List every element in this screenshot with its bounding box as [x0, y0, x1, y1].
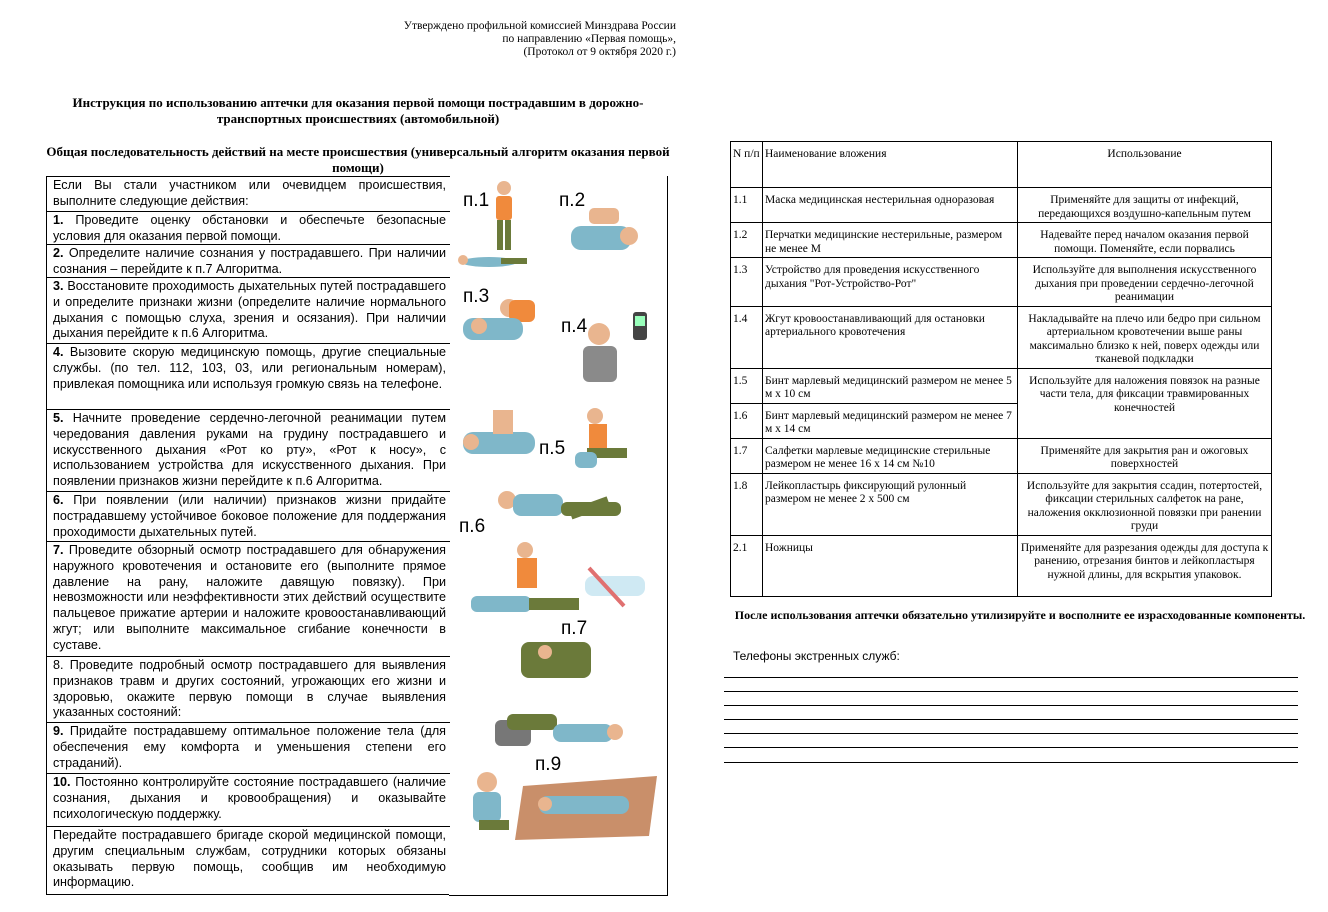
label-p5: п.5	[539, 438, 566, 459]
table-row: 1.4 Жгут кровоостанавливающий для остановки артериального кровотечения Накладывайте на плечо или бедро при сильном артериальном кровотечении выше раны максимально близко к ней, поверх одежды или тканевой подкладки	[731, 306, 1272, 368]
table-header-row	[731, 142, 1272, 188]
illustration-p10	[473, 772, 657, 840]
first-aid-illustrations	[449, 176, 667, 895]
approval-line-3: (Протокол от 9 октября 2020 г.)	[523, 46, 676, 58]
label-p9: п.9	[535, 754, 562, 775]
step-2: 2. Определите наличие сознания у пострадавшего. При наличии сознания – перейдите к п.7 Алгоритма.	[47, 245, 450, 278]
emergency-phones-label: Телефоны экстренных служб:	[733, 649, 900, 663]
document-title: Инструкция по использованию аптечки для оказания первой помощи пострадавшим в дорожно-транспортных происшествиях (автомобильной)	[72, 95, 644, 126]
step-5: 5. Начните проведение сердечно-легочной реанимации путем чередования давления руками на грудину пострадавшего и искусственного дыхания «Рот ко рту», «Рот к носу», с использованием устройства для искусственного дыхания. При появлении признаков жизни перейдите к п.6 Алгоритма.	[47, 410, 450, 492]
phone-line[interactable]	[724, 762, 1298, 763]
illustration-p2	[571, 208, 638, 250]
label-p1: п.1	[463, 190, 490, 211]
step-4: 4. Вызовите скорую медицинскую помощь, другие специальные службы. (по тел. 112, 103, 03, или региональным номерам), привлекая помощника или используя громкую связь на телефоне.	[47, 344, 450, 410]
step-3: 3. Восстановите проходимость дыхательных путей пострадавшего и определите признаки жизни (определите наличие нормального дыхания с помощью слуха, зрения и осязания). При наличии дыхания перейдите к п.6 Алгоритма.	[47, 278, 450, 344]
table-row: 1.8 Лейкопластырь фиксирующий рулонный размером не менее 2 х 500 см Используйте для закрытия ссадин, потертостей, фиксации стерильных салфеток на ране, наложения окклюзионной повязки при ранении груди	[731, 473, 1272, 535]
label-p6: п.6	[459, 516, 486, 537]
algorithm-steps	[46, 176, 450, 894]
label-p3: п.3	[463, 286, 490, 307]
phone-line[interactable]	[724, 733, 1298, 734]
label-p4: п.4	[561, 316, 588, 337]
label-p2: п.2	[559, 190, 586, 211]
phone-line[interactable]	[724, 691, 1298, 692]
step-7: 7. Проведите обзорный осмотр пострадавшего для обнаружения наружного кровотечения и остановите его (выполните прямое давление на рану, наложите давящую повязку). При невозможности или неэффективности этих действий осуществите пальцевое прижатие артерии и наложите кровоостанавливающий жгут; или выполните максимальное сгибание конечности в суставе.	[47, 542, 450, 657]
step-intro: Если Вы стали участником или очевидцем происшествия, выполните следующие действия:	[47, 177, 450, 212]
table-row: 2.1 Ножницы Применяйте для разрезания одежды для доступа к ранению, отрезания бинтов и лейкопластыря нужной длины, для вскрытия упаковок.	[731, 535, 1272, 596]
illustration-p9	[495, 714, 623, 746]
illustration-p7	[471, 542, 645, 678]
algorithm-subtitle: Общая последовательность действий на месте происшествия (универсальный алгоритм оказания первой помощи)	[46, 144, 670, 175]
step-10: 10. Постоянно контролируйте состояние пострадавшего (наличие сознания, дыхания и кровообращения) и оказывайте психологическую поддержку.	[47, 774, 450, 827]
kit-contents-table	[730, 141, 1272, 597]
step-1: 1. Проведите оценку обстановки и обеспечьте безопасные условия для оказания первой помощи.	[47, 212, 450, 245]
phone-line[interactable]	[724, 705, 1298, 706]
illustration-p4	[583, 312, 647, 382]
label-p7: п.7	[561, 618, 588, 639]
step-handover: Передайте пострадавшего бригаде скорой медицинской помощи, другим специальным службам, сотрудники которых обязаны оказывать первую помощь, сообщив им необходимую информацию.	[53, 828, 446, 890]
table-row: 1.2 Перчатки медицинские нестерильные, размером не менее M Надевайте перед началом оказания первой помощи. Поменяйте, если порвались	[731, 223, 1272, 258]
phone-line[interactable]	[724, 677, 1298, 678]
header-name: Наименование вложения	[763, 142, 1018, 188]
step-6: 6. При появлении (или наличии) признаков жизни придайте пострадавшему устойчивое боковое положение для поддержания проходимости дыхательных путей.	[47, 492, 450, 542]
table-row: 1.7 Салфетки марлевые медицинские стерильные размером не менее 16 х 14 см №10 Применяйте для закрытия ран и ожоговых поверхностей	[731, 438, 1272, 473]
approval-note	[276, 20, 676, 59]
steps-bottom-border	[46, 894, 449, 895]
step-8: 8. Проведите подробный осмотр пострадавшего для выявления признаков травм и других состояний, угрожающих его жизни и здоровью, окажите первую помощи в случае выявления указанных состояний:	[47, 657, 450, 723]
approval-line-2: по направлению «Первая помощь»,	[502, 33, 676, 45]
illustration-p6	[498, 491, 621, 519]
table-row: 1.3 Устройство для проведения искусственного дыхания "Рот-Устройство-Рот" Используйте для выполнения искусственного дыхания при проведении сердечно-легочной реанимации	[731, 258, 1272, 307]
phone-line[interactable]	[724, 747, 1298, 748]
header-num: N п/п	[731, 142, 763, 188]
phone-line[interactable]	[724, 719, 1298, 720]
header-use: Использование	[1018, 142, 1272, 188]
step-9: 9. Придайте пострадавшему оптимальное положение тела (для обеспечения ему комфорта и уменьшения степени его страданий).	[47, 723, 450, 774]
table-row: 1.6 Бинт марлевый медицинский размером не менее 7 м х 14 см	[731, 403, 1272, 438]
approval-line-1: Утверждено профильной комиссией Минздрава России	[403, 20, 676, 32]
table-row: 1.5 Бинт марлевый медицинский размером не менее 5 м х 10 см Используйте для наложения повязок на разные части тела, для фиксации травмированных конечностей	[731, 368, 1272, 403]
illustrations-column	[449, 176, 668, 896]
after-use-note: После использования аптечки обязательно утилизируйте и восполните ее израсходованные компоненты.	[734, 608, 1306, 622]
table-row: 1.1 Маска медицинская нестерильная одноразовая Применяйте для защиты от инфекций, передающихся воздушно-капельным путем	[731, 188, 1272, 223]
